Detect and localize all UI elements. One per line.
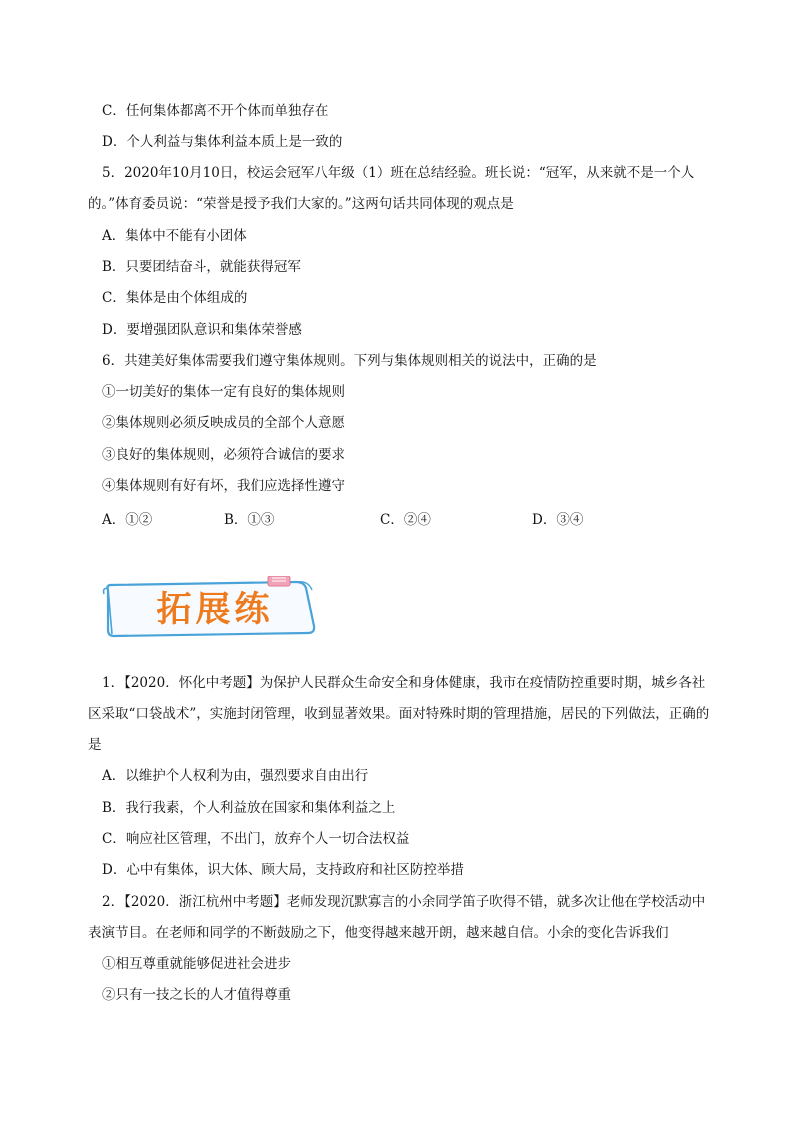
q6-option-c: C．②④ bbox=[380, 512, 431, 528]
banner-title: 拓展练 bbox=[156, 590, 274, 630]
q6-option-a: A．①② bbox=[102, 512, 153, 528]
q5-stem-line1: 5．2020年10月10日，校运会冠军八年级（1）班在总结经验。班长说：“冠军，从来就不是一个人 bbox=[102, 165, 695, 181]
t1-option-c: C．响应社区管理，不出门，放弃个人一切合法权益 bbox=[102, 831, 410, 847]
t1-stem-line3: 是 bbox=[88, 737, 102, 753]
q6-statement-2: ②集体规则必须反映成员的全部个人意愿 bbox=[102, 415, 345, 431]
q5-option-c: C．集体是由个体组成的 bbox=[102, 290, 248, 306]
section-banner bbox=[100, 576, 322, 640]
t1-option-b: B．我行我素，个人利益放在国家和集体利益之上 bbox=[102, 800, 396, 816]
q6-options bbox=[102, 508, 702, 528]
binder-clip-icon bbox=[268, 576, 290, 586]
q6-stem: 6．共建美好集体需要我们遵守集体规则。下列与集体规则相关的说法中，正确的是 bbox=[102, 353, 597, 369]
q5-option-a: A．集体中不能有小团体 bbox=[102, 228, 247, 244]
q5-stem-line2: 的。”体育委员说：“荣誉是授予我们大家的。”这两句话共同体现的观点是 bbox=[88, 196, 514, 212]
t1-option-a: A．以维护个人权利为由，强烈要求自由出行 bbox=[102, 768, 369, 784]
q6-option-b: B．①③ bbox=[224, 512, 275, 528]
t2-statement-1: ①相互尊重就能够促进社会进步 bbox=[102, 956, 291, 972]
t1-stem-line2: 区采取“口袋战术”，实施封闭管理，收到显著效果。面对特殊时期的管理措施，居民的下列做法，正确的 bbox=[88, 706, 710, 722]
t2-stem-line1: 2．【2020．浙江杭州中考题】老师发现沉默寡言的小余同学笛子吹得不错，就多次让他在学校活动中 bbox=[102, 894, 706, 910]
q4-option-d: D．个人利益与集体利益本质上是一致的 bbox=[102, 134, 343, 150]
q6-statement-1: ①一切美好的集体一定有良好的集体规则 bbox=[102, 384, 345, 400]
q6-option-d: D．③④ bbox=[532, 512, 584, 528]
q6-statement-4: ④集体规则有好有坏，我们应选择性遵守 bbox=[102, 478, 345, 494]
q5-option-b: B．只要团结奋斗，就能获得冠军 bbox=[102, 259, 301, 275]
q5-option-d: D．要增强团队意识和集体荣誉感 bbox=[102, 322, 302, 338]
t2-statement-2: ②只有一技之长的人才值得尊重 bbox=[102, 987, 291, 1003]
t1-option-d: D．心中有集体，识大体、顾大局，支持政府和社区防控举措 bbox=[102, 862, 464, 878]
t2-stem-line2: 表演节目。在老师和同学的不断鼓励之下，他变得越来越开朗，越来越自信。小余的变化告诉我们 bbox=[88, 925, 669, 941]
t1-stem-line1: 1．【2020．怀化中考题】为保护人民群众生命安全和身体健康，我市在疫情防控重要时期，城乡各社 bbox=[102, 675, 706, 691]
q6-statement-3: ③良好的集体规则，必须符合诚信的要求 bbox=[102, 447, 345, 463]
q4-option-c: C．任何集体都离不开个体而单独存在 bbox=[102, 103, 329, 119]
